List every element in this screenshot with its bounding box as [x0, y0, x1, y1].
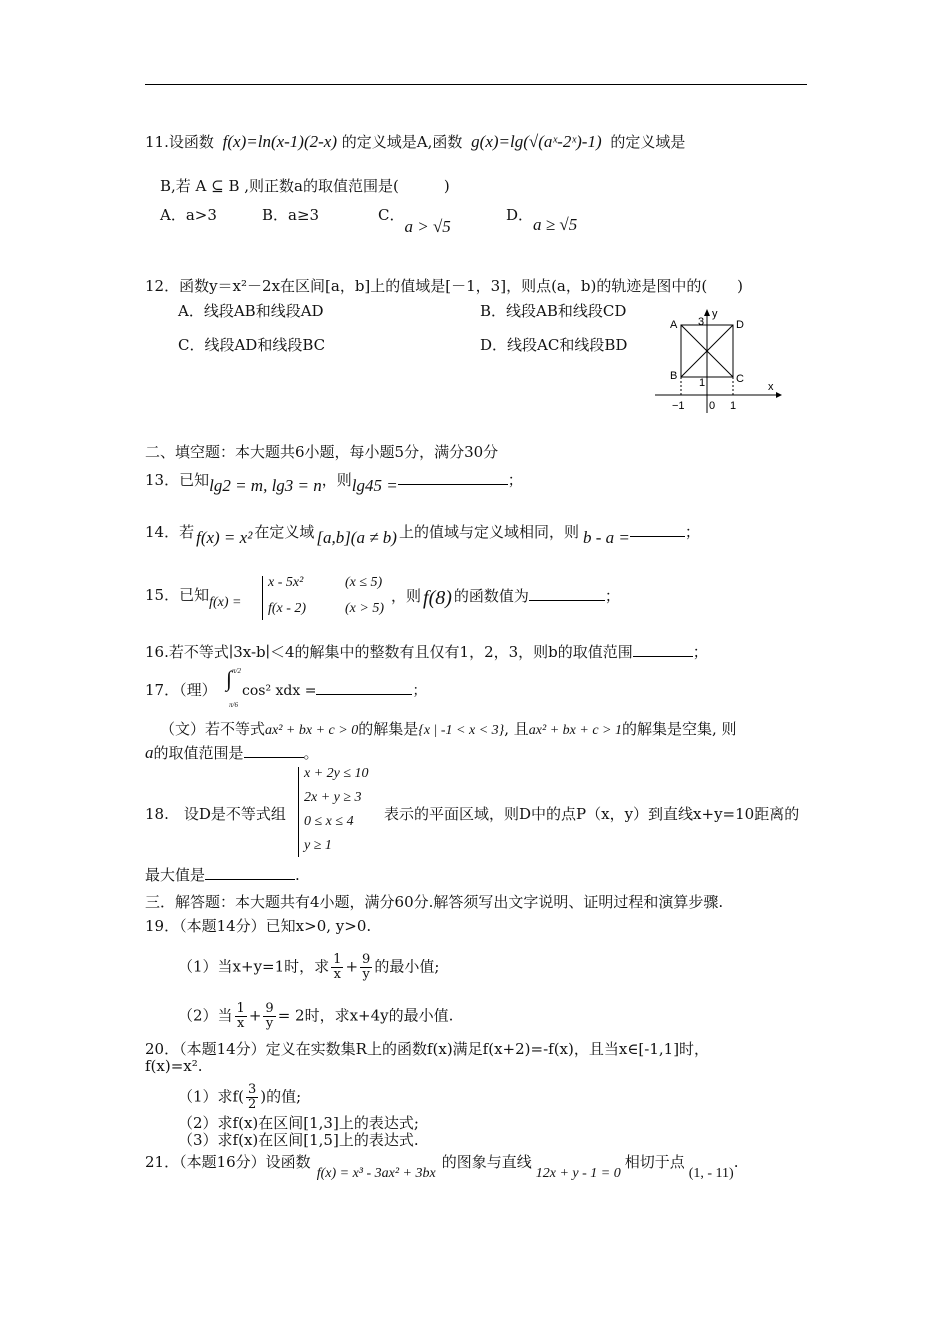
- label-D: D: [736, 319, 744, 331]
- q17-li: 17．（理）: [145, 681, 217, 699]
- y-axis-arrow: [704, 309, 710, 316]
- q13-blank: [398, 470, 508, 485]
- section2-title: 二、填空题：本大题共6小题，每小题5分，满分30分: [145, 443, 499, 461]
- q20-part1: （1）求f( $\frac{3}{2}$ )的值;: [178, 1082, 302, 1112]
- q17-wen-line1: （文）若不等式ax² + bx + c > 0的解集是{x | -1 < x < 3}, 且ax² + bx + c > 1的解集是空集, 则: [160, 720, 737, 738]
- q15-blank: [529, 586, 605, 601]
- q18-text: 表示的平面区域，则D中的点P（x，y）到直线x+y=10距离的: [384, 805, 800, 823]
- q11-line1: 11.设函数 f(x)=ln(x-1)(2-x) 的定义域是A,函数 g(x)=lg(√(aˣ-2ˣ)-1) 的定义域是: [145, 132, 686, 151]
- x-axis-arrow: [776, 392, 782, 398]
- q18-ineq3: 0 ≤ x ≤ 4: [304, 814, 354, 829]
- q20-part2: （2）求f(x)在区间[1,3]上的表达式;: [178, 1114, 419, 1132]
- q20-stem: 20．（本题14分）定义在实数集R上的函数f(x)满足f(x+2)=-f(x)，且当x∈[-1,1]时，: [145, 1040, 710, 1058]
- q18-line2: 最大值是 .: [145, 866, 300, 884]
- q15-label: 15．已知f(x) =: [145, 586, 242, 610]
- q19-part1: （1）当x+y=1时，求 $\frac{1}{x}$ + $\frac{9}{y}$ 的最小值;: [178, 952, 440, 982]
- q19-stem: 19．（本题14分）已知x>0, y>0.: [145, 917, 372, 935]
- q20-part3: （3）求f(x)在区间[1,5]上的表达式.: [178, 1131, 419, 1149]
- q12-optD: D．线段AC和线段BD: [480, 336, 628, 354]
- q15-row2: f(x - 2): [268, 601, 307, 616]
- header-rule: [145, 84, 807, 85]
- label-y: y: [712, 308, 718, 320]
- q17-integrand: cos² xdx = ；: [242, 680, 426, 701]
- q12-optB: B．线段AB和线段CD: [480, 302, 627, 320]
- q15-cond1: (x ≤ 5): [345, 575, 383, 590]
- q15-brace: [262, 576, 263, 620]
- q17-wen-line2: a的取值范围是 。: [145, 743, 319, 762]
- q18-brace: [298, 767, 299, 857]
- q18-stem: 18. 设D是不等式组: [145, 805, 286, 823]
- q21: 21．（本题16分）设函数f(x) = x³ - 3ax² + 3bx的图象与直线12x + y - 1 = 0相切于点(1, - 11).: [145, 1153, 739, 1181]
- q13: 13．已知lg2 = m, lg3 = n，则lg45 = ；: [145, 471, 523, 495]
- q17-blank: [316, 680, 412, 695]
- label-0: 0: [709, 400, 716, 412]
- q11-line2: B,若 A ⊆ B ,则正数a的取值范围是( ): [160, 177, 450, 195]
- label-1-inner: 1: [699, 377, 706, 389]
- q12-stem: 12．函数y＝x²－2x在区间[a，b]上的值域是[－1，3]，则点(a，b)的轨迹是图中的( ): [145, 277, 744, 295]
- q18-ineq4: y ≥ 1: [304, 838, 332, 853]
- q11-optC: C．a > √5: [378, 206, 451, 236]
- q15-row1: x - 5x²: [268, 575, 304, 590]
- q16: 16.若不等式∣3x-b∣＜4的解集中的整数有且仅有1，2，3，则b的取值范围 ；: [145, 643, 708, 661]
- q19-part2: （2）当 $\frac{1}{x}$ + $\frac{9}{y}$ = 2时，求x+4y的最小值.: [178, 1001, 454, 1031]
- label-B: B: [670, 370, 678, 382]
- q11-optD: D．a ≥ √5: [506, 206, 578, 234]
- label-C: C: [736, 373, 744, 385]
- q11-optB: B．a≥3: [262, 206, 320, 224]
- label-A: A: [670, 319, 678, 331]
- integral-sign: ∫: [226, 666, 233, 691]
- integral-lower: π/6: [229, 701, 238, 709]
- q20-stem2: f(x)=x².: [145, 1057, 203, 1075]
- label-neg1: −1: [672, 400, 685, 412]
- q11-optA: A．a>3: [160, 206, 217, 224]
- q14: 14．若 f(x) = x² 在定义域 [a,b](a ≠ b) 上的值域与定义域相同，则 b - a = ；: [145, 523, 700, 547]
- q14-blank: [630, 522, 685, 537]
- q17-wen-blank: [244, 743, 304, 758]
- label-3: 3: [698, 316, 705, 328]
- q12-figure: [650, 308, 785, 416]
- q15-tail: ，则 f(8) 的函数值为 ；: [391, 587, 620, 609]
- q12-optC: C．线段AD和线段BC: [178, 336, 326, 354]
- integral-upper: π/2: [232, 667, 241, 675]
- section3-title: 三．解答题：本大题共有4小题，满分60分.解答须写出文字说明、证明过程和演算步骤.: [145, 893, 724, 911]
- label-x: x: [768, 381, 774, 393]
- q15-cond2: (x > 5): [345, 601, 384, 616]
- q12-optA: A．线段AB和线段AD: [178, 302, 324, 320]
- q18-ineq2: 2x + y ≥ 3: [304, 790, 362, 805]
- q16-blank: [633, 642, 693, 657]
- q18-blank: [205, 865, 295, 880]
- q18-ineq1: x + 2y ≤ 10: [304, 766, 369, 781]
- label-1: 1: [730, 400, 737, 412]
